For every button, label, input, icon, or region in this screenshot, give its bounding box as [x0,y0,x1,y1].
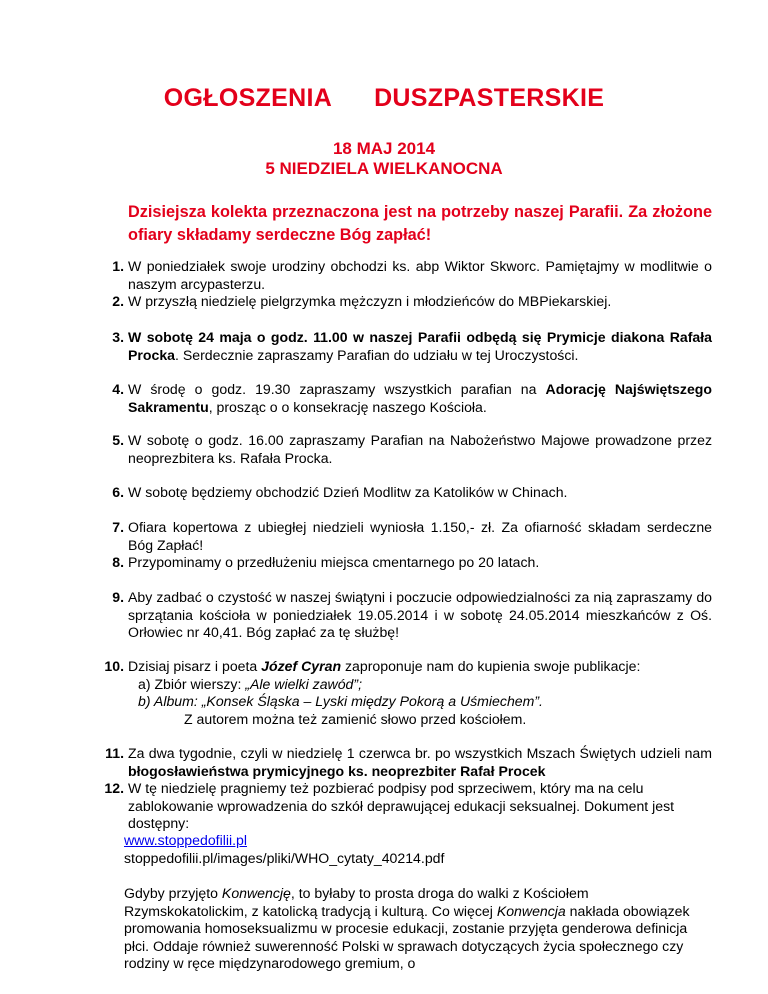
closing-paragraph: Gdyby przyjęto Konwencję, to byłaby to prosta droga do walki z Kościołem Rzymskokatolickim, z katolicką tradycją i kulturą. Co więcej Konwencja nakłada obowiązek promowania homoseksualizmu w procesie edukacji, zostanie przyjęta genderowa definicja płci. Oddaje również suwerenność Polski w sprawach dotyczących życia społecznego czy rodziny w ręce międzynarodowego gremium, o [124,885,690,971]
publication-b: b) Album: „Konsek Śląska – Lyski między Pokorą a Uśmiechem”. [138,693,543,709]
announcement-7: 7. Ofiara kopertowa z ubiegłej niedzieli wyniosła 1.150,- zł. Za ofiarność składam serdeczne Bóg Zapłać! [112,519,712,553]
announcement-10: 10. Dzisiaj pisarz i poeta Józef Cyran zaproponuje nam do kupienia swoje publikacje: a) Zbiór wierszy: „Ale wielki zawód”; b) Album: „Konsek Śląska – Lyski między Pokorą a Uśmiechem”. Z autorem można też zamienić słowo przed kościołem. [128,658,712,728]
title-word-1: OGŁOSZENIA [163,84,333,112]
announcement-8: 8. Przypominamy o przedłużeniu miejsca cmentarnego po 20 latach. [112,554,540,570]
announcement-5: 5. W sobotę o godz. 16.00 zapraszamy Parafian na Nabożeństwo Majowe prowadzone przez neoprezbitera ks. Rafała Procka. [112,432,712,466]
publication-a: a) Zbiór wierszy: „Ale wielki zawód”; [138,675,362,692]
links-block [124,832,716,867]
announcement-11: 11. Za dwa tygodnie, czyli w niedzielę 1 czerwca br. po wszystkich Mszach Świętych udzieli nam błogosławieństwa prymicyjnego ks. neoprezbiter Rafał Procek [105,745,712,779]
title-word-2: DUSZPASTERSKIE [374,84,605,112]
pdf-path: stoppedofilii.pl/images/pliki/WHO_cytaty_40214.pdf [124,849,445,866]
sunday-line: 5 NIEDZIELA WIELKANOCNA [265,159,503,178]
announcement-3: 3. W sobotę 24 maja o godz. 11.00 w naszej Parafii odbędą się Prymicje diakona Rafała Procka. Serdecznie zapraszamy Parafian do udziału w tej Uroczystości. [112,329,712,363]
announcement-2: 2. W przyszłą niedzielę pielgrzymka mężczyzn i młodzieńców do MBPiekarskiej. [112,293,612,309]
date-line: 18 MAJ 2014 [332,139,436,158]
announcement-9: 9. Aby zadbać o czystość w naszej świątyni i poczucie odpowiedzialności za nią zapraszamy do sprzątania kościoła w poniedziałek 19.05.2014 i w sobotę 24.05.2014 mieszkańców z Oś. Orłowiec nr 40,41. Bóg zapłać za tę służbę! [112,589,712,640]
stoppedofilii-link[interactable]: www.stoppedofilii.pl [124,832,247,848]
announcement-12: 12. W tę niedzielę pragniemy też pozbierać podpisy pod sprzeciwem, który ma na celu zablokowanie wprowadzenia do szkół deprawującej edukacji seksualnej. Dokument jest dostępny: [104,780,675,831]
announcement-4: 4. W środę o godz. 19.30 zapraszamy wszystkich parafian na Adorację Najświętszego Sakramentu, prosząc o o konsekrację naszego Kościoła. [112,381,712,415]
announcement-6: 6. W sobotę będziemy obchodzić Dzień Modlitw za Katolików w Chinach. [112,484,568,500]
announcement-1: 1. W poniedziałek swoje urodziny obchodzi ks. abp Wiktor Skworc. Pamiętajmy w modlitwie o naszym arcypasterzu. [112,258,712,292]
page-title [0,84,768,113]
author-note: Z autorem można też zamienić słowo przed kościołem. [184,710,527,727]
collection-notice: Dzisiejsza kolekta przeznaczona jest na potrzeby naszej Parafii. Za złożone ofiary składamy serdeczne Bóg zapłać! [128,203,712,244]
